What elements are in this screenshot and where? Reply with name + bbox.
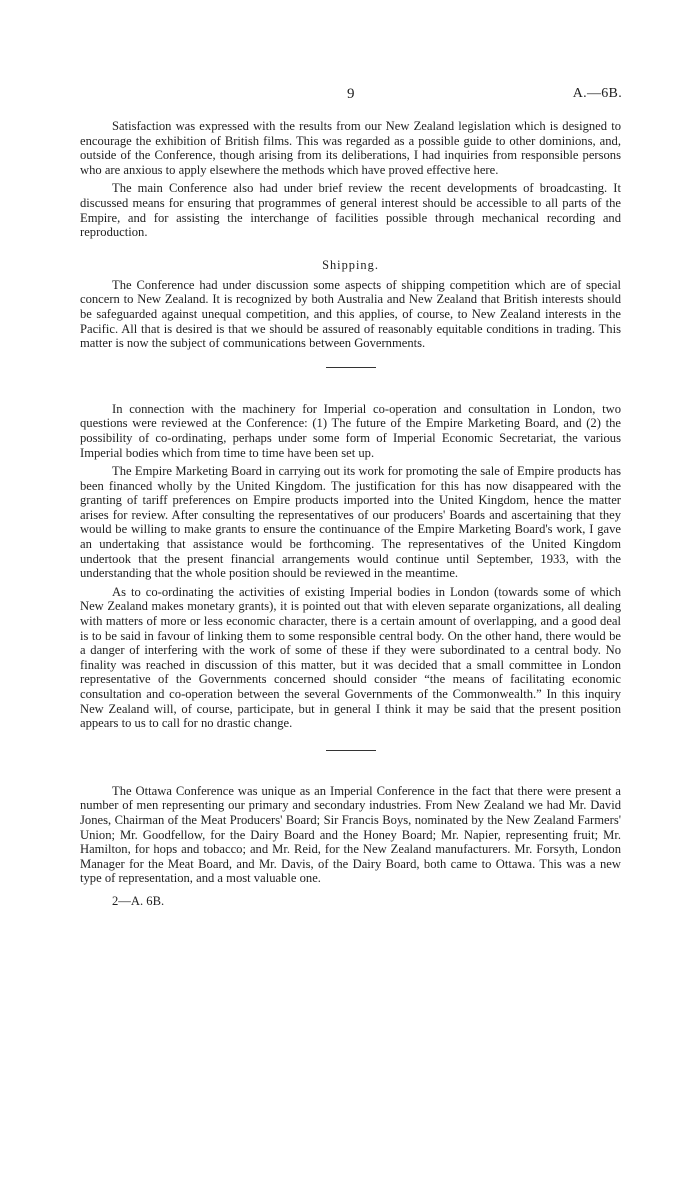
section-divider <box>326 750 376 751</box>
document-body <box>80 119 621 909</box>
paragraph-films: Satisfaction was expressed with the results from our New Zealand legislation which is designed to encourage the exhibition of British films. This was regarded as a possible guide to other dominions, and, outside of the Conference, though arising from its deliberations, I had inquiries from responsible persons who are anxious to apply elsewhere the methods which have proved effective here. <box>80 119 621 177</box>
section-divider <box>326 367 376 368</box>
section-heading-shipping: Shipping. <box>322 257 379 272</box>
paragraph-coordinating-bodies: As to co-ordinating the activities of existing Imperial bodies in London (towards some of which New Zealand makes monetary grants), it is pointed out that with eleven separate organizations, all dealing with matters of more or less economic character, there is a certain amount of overlapping, and a good deal is to be said in favour of linking them to some responsible central body. On the other hand, there would be a danger of interfering with the work of some of these if they were subordinated to a central body. No finality was reached in discussion of this matter, but it was decided that a small committee in London representative of the Governments concerned should consider “the means of facilitating economic consultation and co-operation between the several Governments of the Commonwealth.” In this inquiry New Zealand will, of course, participate, but in general I think it may be said that the present position appears to us to call for no drastic change. <box>80 584 621 731</box>
paragraph-ottawa-representation: The Ottawa Conference was unique as an Imperial Conference in the fact that there were present a number of men representing our primary and secondary industries. From New Zealand we had Mr. David Jones, Chairman of the Meat Producers' Board; Sir Francis Boys, nominated by the New Zealand Farmers' Union; Mr. Goodfellow, for the Dairy Board and the Honey Board; Mr. Napier, representing fruit; Mr. Hamilton, for hops and tobacco; and Mr. Reid, for the New Zealand manufacturers. Mr. Forsyth, London Manager for the Meat Board, and Mr. Davis, of the Dairy Board, both came to Ottawa. This was a new type of representation, and a most valuable one. <box>80 783 621 886</box>
paragraph-shipping: The Conference had under discussion some aspects of shipping competition which are of special concern to New Zealand. It is recognized by both Australia and New Zealand that British interests should be safeguarded against unequal competition, and this applies, of course, to New Zealand interests in the Pacific. All that is desired is that we should be assured of reasonably equitable conditions in trading. This matter is now the subject of communications between Governments. <box>80 277 621 351</box>
page-number: 9 <box>347 86 355 102</box>
page-header <box>0 86 700 106</box>
document-series-code: A.—6B. <box>572 86 622 101</box>
paragraph-broadcasting: The main Conference also had under brief review the recent developments of broadcasting. It discussed means for ensuring that programmes of general interest should be accessible to all parts of the Empire, and for assisting the interchange of facilities possible through mechanical recording and reproduction. <box>80 181 621 240</box>
signature-mark: 2—A. 6B. <box>112 893 165 908</box>
paragraph-empire-marketing-board: The Empire Marketing Board in carrying out its work for promoting the sale of Empire products has been financed wholly by the United Kingdom. The justification for this has now disappeared with the granting of tariff preferences on Empire products imported into the United Kingdom, hence the matter arises for review. After consulting the representatives of our producers' Boards and ascertaining that they would be willing to make grants to ensure the continuance of the Empire Marketing Board's work, I gave an undertaking that assistance would be forthcoming. The representatives of the United Kingdom undertook that the present financial arrangements would continue until September, 1933, with the understanding that the whole position should be reviewed in the meantime. <box>80 464 621 581</box>
paragraph-imperial-cooperation: In connection with the machinery for Imperial co-operation and consultation in London, two questions were reviewed at the Conference: (1) The future of the Empire Marketing Board, and (2) the possibility of co-ordinating, perhaps under some form of Imperial Economic Secretariat, the various Imperial bodies which from time to time have been set up. <box>80 401 621 460</box>
